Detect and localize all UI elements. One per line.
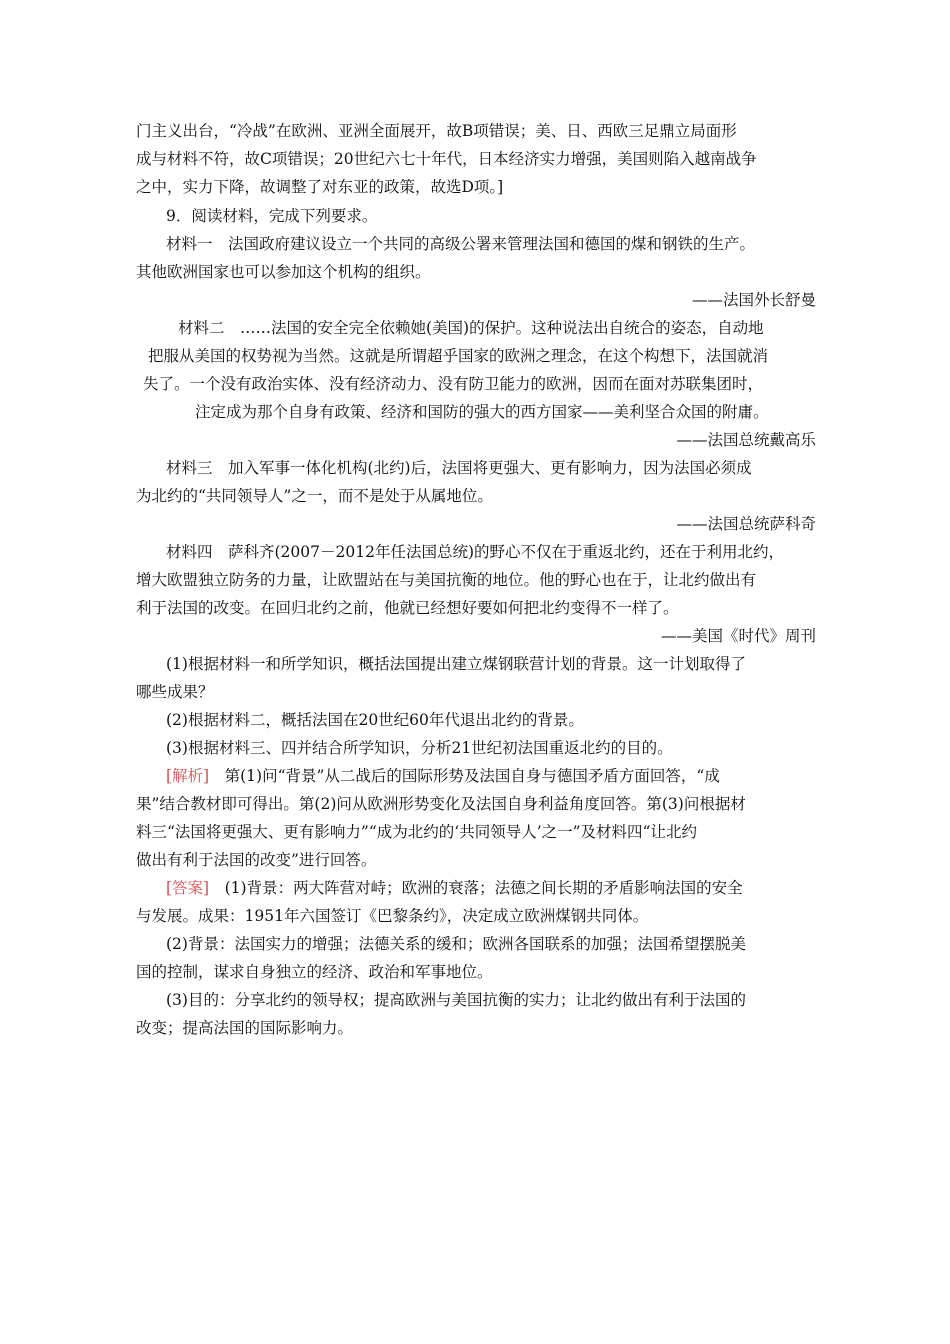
material-3-line: 为北约的“共同领导人”之一，而不是处于从属地位。: [136, 487, 493, 505]
analysis-line: 料三“法国将更强大、更有影响力”“成为北约的‘共同领导人’之一”及材料四“让北约: [136, 823, 697, 841]
prev-answer-line: 成与材料不符，故C项错误；20世纪六七十年代，日本经济实力增强，美国则陷入越南战争: [136, 150, 757, 168]
answer-line: 国的控制，谋求自身独立的经济、政治和军事地位。: [136, 963, 493, 981]
answer-line: (2)背景：法国实力的增强；法德关系的缓和；欧洲各国联系的加强；法国希望摆脱美: [166, 935, 746, 953]
material-4-line: 利于法国的改变。在回归北约之前，他就已经想好要如何把北约变得不一样了。: [136, 599, 679, 617]
analysis-line: [166, 765, 720, 787]
question-stem: 9．阅读材料，完成下列要求。: [166, 207, 378, 225]
material-4-line: 材料四 萨科齐(2007－2012年任法国总统)的野心不仅在于重返北约，还在于利用北约，: [166, 543, 784, 561]
sub-question-3: (3)根据材料三、四并结合所学知识，分析21世纪初法国重返北约的目的。: [166, 739, 673, 757]
sub-question-1: 哪些成果？: [136, 683, 214, 701]
analysis-text: 第(1)问“背景”从二战后的国际形势及法国自身与德国矛盾方面回答，“成: [209, 767, 720, 785]
material-1-line: 材料一 法国政府建议设立一个共同的高级公署来管理法国和德国的煤和钢铁的生产。: [166, 235, 756, 253]
prev-answer-line: 之中，实力下降，故调整了对东亚的政策，故选D项。]: [136, 178, 504, 196]
material-1-line: 其他欧洲国家也可以参加这个机构的组织。: [136, 263, 431, 281]
material-4-source: ——美国《时代》周刊: [660, 627, 816, 645]
material-1-source: ——法国外长舒曼: [691, 291, 816, 309]
analysis-tag: [解析]: [166, 767, 210, 785]
material-2-line: 注定成为那个自身有政策、经济和国防的强大的西方国家——美利坚合众国的附庸。: [195, 403, 769, 421]
answer-line: 与发展。成果：1951年六国签订《巴黎条约》，决定成立欧洲煤钢共同体。: [136, 907, 649, 925]
material-2-line: 失了。一个没有政治实体、没有经济动力、没有防卫能力的欧洲，因而在面对苏联集团时，: [143, 375, 764, 393]
material-3-line: 材料三 加入军事一体化机构(北约)后，法国将更强大、更有影响力，因为法国必须成: [166, 459, 752, 477]
material-3-source: ——法国总统萨科奇: [676, 515, 816, 533]
analysis-line: 果”结合教材即可得出。第(2)问从欧洲形势变化及法国自身利益角度回答。第(3)问根据材: [136, 795, 746, 813]
prev-answer-line: 门主义出台，“冷战”在欧洲、亚洲全面展开，故B项错误；美、日、西欧三足鼎立局面形: [136, 122, 737, 140]
answer-line: [166, 877, 743, 899]
answer-line: (3)目的：分享北约的领导权；提高欧洲与美国抗衡的实力；让北约做出有利于法国的: [166, 991, 746, 1009]
sub-question-2: (2)根据材料二，概括法国在20世纪60年代退出北约的背景。: [166, 711, 584, 729]
answer-line: 改变；提高法国的国际影响力。: [136, 1019, 354, 1037]
answer-text: (1)背景：两大阵营对峙；欧洲的衰落；法德之间长期的矛盾影响法国的安全: [209, 879, 743, 897]
sub-question-1: (1)根据材料一和所学知识，概括法国提出建立煤钢联营计划的背景。这一计划取得了: [166, 655, 746, 673]
answer-tag: [答案]: [166, 879, 210, 897]
material-2-line: 把服从美国的权势视为当然。这就是所谓超乎国家的欧洲之理念，在这个构想下，法国就消: [148, 347, 769, 365]
material-2-source: ——法国总统戴高乐: [676, 431, 816, 449]
material-4-line: 增大欧盟独立防务的力量，让欧盟站在与美国抗衡的地位。他的野心也在于，让北约做出有: [136, 571, 757, 589]
material-2-line: 材料二 ……法国的安全完全依赖她(美国)的保护。这种说法出自统合的姿态，自动地: [178, 319, 764, 337]
analysis-line: 做出有利于法国的改变”进行回答。: [136, 851, 377, 869]
